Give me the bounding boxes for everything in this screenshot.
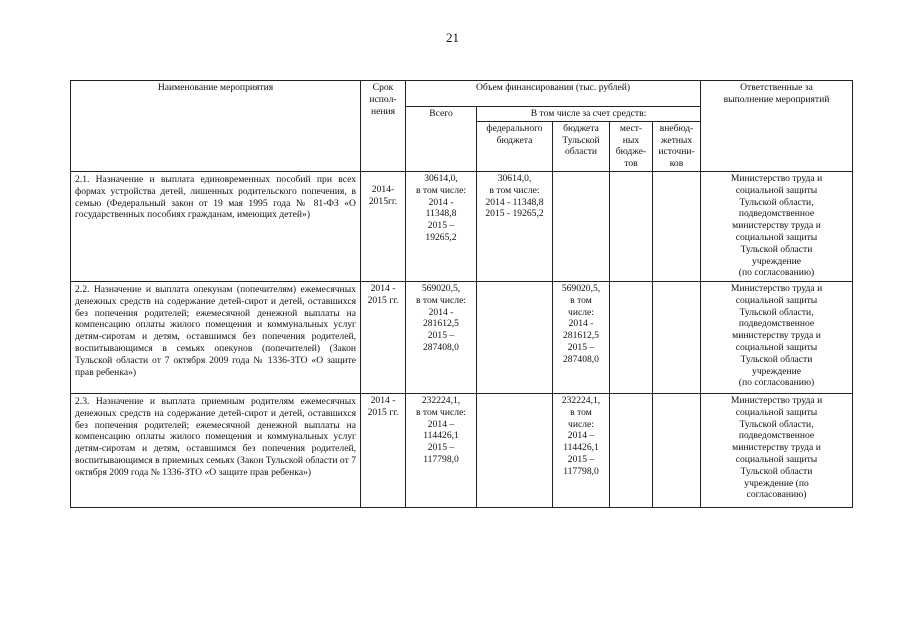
row-responsible: Министерство труда и социальной защиты Тульской области, подведомственное министерству труда и социальной защиты Тульской области учреждение (по согласованию) [701, 393, 853, 507]
header-offbudget: внебюд- жетных источни- ков [653, 121, 701, 171]
header-term: Срок испол- нения [361, 81, 406, 172]
row-regional: 569020,5, в том числе: 2014 - 281612,5 2015 – 287408,0 [553, 281, 610, 393]
row-federal: 30614,0, в том числе: 2014 - 11348,8 2015 - 19265,2 [477, 171, 553, 281]
header-regional: бюджета Тульской области [553, 121, 610, 171]
row-local [610, 393, 653, 507]
row-name: 2.3. Назначение и выплата приемным родителям ежемесячных денежных средств на содержание детей-сирот и детей, оставшихся без попечения родителей; ежемесячной денежной выплаты на компенсацию оплаты жилого помещения и коммунальных услуг детям-сиротам и детям, оставшимся без попечения родителей, воспитывающимся в приемных семьях (Закон Тульской области от 7 октября 2009 года № 1336-ЗТО «О защите прав ребенка») [71, 393, 361, 507]
header-responsible: Ответственные за выполнение мероприятий [701, 81, 853, 172]
table-row [71, 393, 853, 507]
table-row [71, 171, 853, 281]
row-regional: 232224,1, в том числе: 2014 – 114426,1 2015 – 117798,0 [553, 393, 610, 507]
row-offbudget [653, 171, 701, 281]
row-term: 2014 - 2015 гг. [361, 281, 406, 393]
page-number: 21 [446, 30, 459, 45]
row-name: 2.2. Назначение и выплата опекунам (попечителям) ежемесячных денежных средств на содержание детей-сирот и детей, оставшихся без попечения родителей; ежемесячной денежной выплаты на компенсацию оплаты жилого помещения и коммунальных услуг детям-сиротам и детям, оставшимся без попечения родителей, воспитывающимся в семьях опекунов (попечителей) (Закон Тульской области от 7 октября 2009 года № 1336-ЗТО «О защите прав ребенка») [71, 281, 361, 393]
row-regional [553, 171, 610, 281]
row-offbudget [653, 393, 701, 507]
row-total: 30614,0, в том числе: 2014 - 11348,8 2015 – 19265,2 [406, 171, 477, 281]
row-federal [477, 281, 553, 393]
row-total: 569020,5, в том числе: 2014 - 281612,5 2015 – 287408,0 [406, 281, 477, 393]
row-total: 232224,1, в том числе: 2014 – 114426,1 2015 – 117798,0 [406, 393, 477, 507]
row-name: 2.1. Назначение и выплата единовременных пособий при всех формах устройства детей, лишенных родительского попечения, в семью (Федеральный закон от 19 мая 1995 года № 81-ФЗ «О государственных пособиях гражданам, имеющих детей») [71, 171, 361, 281]
row-federal [477, 393, 553, 507]
row-responsible: Министерство труда и социальной защиты Тульской области, подведомственное министерству труда и социальной защиты Тульской области учреждение (по согласованию) [701, 171, 853, 281]
row-offbudget [653, 281, 701, 393]
row-local [610, 281, 653, 393]
header-name: Наименование мероприятия [71, 81, 361, 172]
header-sources: В том числе за счет средств: [477, 107, 701, 122]
financing-table [70, 80, 853, 508]
row-responsible: Министерство труда и социальной защиты Тульской области, подведомственное министерству труда и социальной защиты Тульской области учреждение (по согласованию) [701, 281, 853, 393]
row-term: 2014- 2015гг. [361, 171, 406, 281]
header-total: Всего [406, 107, 477, 172]
header-financing: Объем финансирования (тыс. рублей) [406, 81, 701, 107]
row-local [610, 171, 653, 281]
header-local: мест- ных бюдже- тов [610, 121, 653, 171]
header-federal: федерального бюджета [477, 121, 553, 171]
row-term: 2014 - 2015 гг. [361, 393, 406, 507]
table-row [71, 281, 853, 393]
